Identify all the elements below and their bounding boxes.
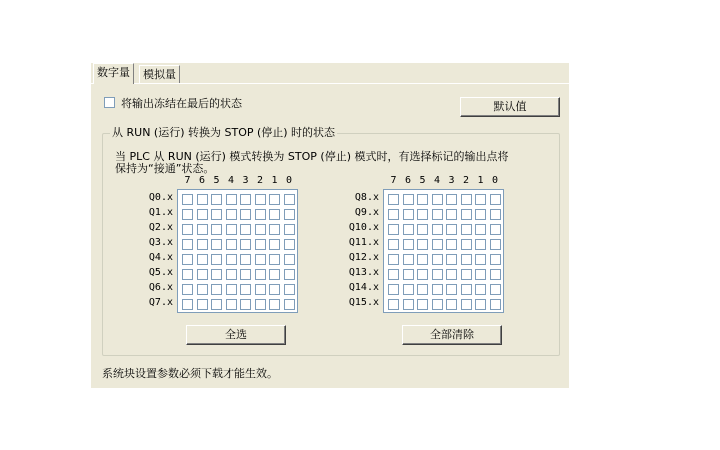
- output-bit-checkbox[interactable]: [490, 194, 501, 205]
- output-bit-checkbox[interactable]: [490, 254, 501, 265]
- left-row-label: Q4.x: [148, 252, 173, 263]
- output-bit-checkbox[interactable]: [432, 299, 443, 310]
- output-bit-checkbox[interactable]: [490, 224, 501, 235]
- output-bit-checkbox[interactable]: [269, 254, 280, 265]
- output-bit-checkbox[interactable]: [269, 209, 280, 220]
- right-row-label: Q15.x: [348, 297, 379, 308]
- output-bit-checkbox[interactable]: [240, 269, 251, 280]
- output-bit-checkbox[interactable]: [446, 254, 457, 265]
- freeze-output-label: 将输出冻结在最后的状态: [121, 97, 242, 110]
- clear-all-button[interactable]: 全部清除: [402, 325, 502, 345]
- output-bit-checkbox[interactable]: [475, 284, 486, 295]
- left-row-label: Q7.x: [148, 297, 173, 308]
- right-row-label: Q8.x: [354, 192, 379, 203]
- output-bit-checkbox[interactable]: [211, 269, 222, 280]
- output-bit-checkbox[interactable]: [211, 209, 222, 220]
- right-bit-header: 6: [404, 175, 412, 186]
- output-bit-checkbox[interactable]: [388, 209, 399, 220]
- output-bit-checkbox[interactable]: [211, 284, 222, 295]
- output-bit-checkbox[interactable]: [417, 269, 428, 280]
- output-bit-checkbox[interactable]: [211, 239, 222, 250]
- output-bit-checkbox[interactable]: [240, 239, 251, 250]
- output-bit-checkbox[interactable]: [461, 209, 472, 220]
- output-bit-checkbox[interactable]: [197, 254, 208, 265]
- output-bit-checkbox[interactable]: [226, 254, 237, 265]
- output-bit-checkbox[interactable]: [403, 254, 414, 265]
- output-bit-checkbox[interactable]: [490, 209, 501, 220]
- output-bit-checkbox[interactable]: [417, 299, 428, 310]
- left-row-label: Q6.x: [148, 282, 173, 293]
- output-bit-checkbox[interactable]: [211, 224, 222, 235]
- output-bit-checkbox[interactable]: [432, 254, 443, 265]
- left-row-label: Q1.x: [148, 207, 173, 218]
- output-bit-checkbox[interactable]: [461, 284, 472, 295]
- output-bit-checkbox[interactable]: [226, 224, 237, 235]
- output-bit-checkbox[interactable]: [255, 239, 266, 250]
- output-bit-checkbox[interactable]: [490, 284, 501, 295]
- output-bit-checkbox[interactable]: [475, 299, 486, 310]
- output-bit-checkbox[interactable]: [211, 299, 222, 310]
- output-bit-checkbox[interactable]: [417, 284, 428, 295]
- output-bit-checkbox[interactable]: [388, 224, 399, 235]
- output-bit-checkbox[interactable]: [475, 209, 486, 220]
- right-row-label: Q9.x: [354, 207, 379, 218]
- output-bit-checkbox[interactable]: [269, 269, 280, 280]
- tab-digital[interactable]: 数字量: [93, 63, 134, 84]
- output-bit-checkbox[interactable]: [461, 224, 472, 235]
- output-bit-checkbox[interactable]: [446, 209, 457, 220]
- output-bit-checkbox[interactable]: [269, 239, 280, 250]
- system-block-panel: [91, 63, 569, 388]
- output-bit-checkbox[interactable]: [284, 239, 295, 250]
- left-output-grid: [177, 189, 298, 313]
- tab-analog[interactable]: 模拟量: [139, 65, 180, 84]
- output-bit-checkbox[interactable]: [403, 224, 414, 235]
- output-bit-checkbox[interactable]: [211, 194, 222, 205]
- output-bit-checkbox[interactable]: [417, 209, 428, 220]
- output-bit-checkbox[interactable]: [388, 239, 399, 250]
- left-row-label: Q2.x: [148, 222, 173, 233]
- output-bit-checkbox[interactable]: [197, 209, 208, 220]
- output-bit-checkbox[interactable]: [284, 254, 295, 265]
- output-bit-checkbox[interactable]: [446, 224, 457, 235]
- output-bit-checkbox[interactable]: [255, 299, 266, 310]
- left-bit-header: 7: [184, 175, 191, 186]
- output-bit-checkbox[interactable]: [182, 194, 193, 205]
- output-bit-checkbox[interactable]: [284, 224, 295, 235]
- output-bit-checkbox[interactable]: [461, 254, 472, 265]
- output-bit-checkbox[interactable]: [417, 224, 428, 235]
- output-bit-checkbox[interactable]: [226, 284, 237, 295]
- output-bit-checkbox[interactable]: [432, 284, 443, 295]
- right-row-label: Q11.x: [348, 237, 379, 248]
- output-bit-checkbox[interactable]: [240, 224, 251, 235]
- output-bit-checkbox[interactable]: [284, 284, 295, 295]
- output-bit-checkbox[interactable]: [417, 194, 428, 205]
- output-bit-checkbox[interactable]: [475, 269, 486, 280]
- footer-note: 系统块设置参数必须下载才能生效。: [102, 367, 278, 380]
- output-bit-checkbox[interactable]: [182, 299, 193, 310]
- output-bit-checkbox[interactable]: [255, 254, 266, 265]
- right-row-label: Q12.x: [348, 252, 379, 263]
- output-bit-checkbox[interactable]: [255, 269, 266, 280]
- output-bit-checkbox[interactable]: [461, 194, 472, 205]
- left-row-label: Q0.x: [148, 192, 173, 203]
- description-line-2: 保持为“接通”状态。: [115, 162, 215, 175]
- output-bit-checkbox[interactable]: [432, 224, 443, 235]
- output-bit-checkbox[interactable]: [475, 194, 486, 205]
- tab-bar: [91, 63, 569, 85]
- output-bit-checkbox[interactable]: [211, 254, 222, 265]
- output-bit-checkbox[interactable]: [417, 239, 428, 250]
- output-bit-checkbox[interactable]: [197, 284, 208, 295]
- left-bit-header: 6: [198, 175, 206, 186]
- output-bit-checkbox[interactable]: [269, 284, 280, 295]
- freeze-output-checkbox[interactable]: [104, 97, 115, 108]
- output-bit-checkbox[interactable]: [197, 299, 208, 310]
- output-bit-checkbox[interactable]: [255, 224, 266, 235]
- output-bit-checkbox[interactable]: [240, 254, 251, 265]
- output-bit-checkbox[interactable]: [240, 194, 251, 205]
- output-bit-checkbox[interactable]: [403, 194, 414, 205]
- output-bit-checkbox[interactable]: [182, 209, 193, 220]
- output-bit-checkbox[interactable]: [182, 254, 193, 265]
- output-bit-checkbox[interactable]: [197, 224, 208, 235]
- output-bit-checkbox[interactable]: [403, 299, 414, 310]
- output-bit-checkbox[interactable]: [388, 299, 399, 310]
- right-bit-header: 0: [491, 175, 499, 186]
- default-button[interactable]: 默认值: [460, 97, 560, 117]
- output-bit-checkbox[interactable]: [255, 284, 266, 295]
- tab-divider: [91, 83, 569, 84]
- output-bit-checkbox[interactable]: [197, 239, 208, 250]
- output-bit-checkbox[interactable]: [255, 209, 266, 220]
- output-bit-checkbox[interactable]: [269, 194, 280, 205]
- output-bit-checkbox[interactable]: [226, 269, 237, 280]
- output-bit-checkbox[interactable]: [432, 209, 443, 220]
- right-row-label: Q10.x: [348, 222, 379, 233]
- output-bit-checkbox[interactable]: [240, 284, 251, 295]
- output-bit-checkbox[interactable]: [432, 269, 443, 280]
- left-row-label: Q3.x: [148, 237, 173, 248]
- output-bit-checkbox[interactable]: [461, 299, 472, 310]
- output-bit-checkbox[interactable]: [475, 224, 486, 235]
- right-bit-header: 5: [419, 175, 426, 186]
- output-bit-checkbox[interactable]: [197, 194, 208, 205]
- right-bit-header: 7: [390, 175, 397, 186]
- right-bit-header: 3: [448, 175, 455, 186]
- right-bit-header: 4: [433, 175, 441, 186]
- right-row-label: Q14.x: [348, 282, 379, 293]
- output-bit-checkbox[interactable]: [388, 284, 399, 295]
- output-bit-checkbox[interactable]: [490, 269, 501, 280]
- output-bit-checkbox[interactable]: [403, 284, 414, 295]
- output-bit-checkbox[interactable]: [403, 269, 414, 280]
- output-bit-checkbox[interactable]: [255, 194, 266, 205]
- right-bit-header: 1: [477, 175, 484, 186]
- left-bit-header: 1: [271, 175, 278, 186]
- select-all-button[interactable]: 全选: [186, 325, 286, 345]
- output-bit-checkbox[interactable]: [403, 239, 414, 250]
- output-bit-checkbox[interactable]: [240, 299, 251, 310]
- output-bit-checkbox[interactable]: [461, 239, 472, 250]
- output-bit-checkbox[interactable]: [284, 194, 295, 205]
- output-bit-checkbox[interactable]: [490, 299, 501, 310]
- output-bit-checkbox[interactable]: [388, 254, 399, 265]
- output-bit-checkbox[interactable]: [490, 239, 501, 250]
- output-bit-checkbox[interactable]: [432, 239, 443, 250]
- left-bit-header: 0: [285, 175, 293, 186]
- output-bit-checkbox[interactable]: [475, 254, 486, 265]
- output-bit-checkbox[interactable]: [182, 269, 193, 280]
- output-bit-checkbox[interactable]: [388, 269, 399, 280]
- output-bit-checkbox[interactable]: [226, 209, 237, 220]
- right-row-label: Q13.x: [348, 267, 379, 278]
- output-bit-checkbox[interactable]: [403, 209, 414, 220]
- output-bit-checkbox[interactable]: [269, 299, 280, 310]
- output-bit-checkbox[interactable]: [226, 299, 237, 310]
- output-bit-checkbox[interactable]: [432, 194, 443, 205]
- output-bit-checkbox[interactable]: [284, 269, 295, 280]
- output-bit-checkbox[interactable]: [226, 194, 237, 205]
- output-bit-checkbox[interactable]: [182, 224, 193, 235]
- output-bit-checkbox[interactable]: [284, 209, 295, 220]
- output-bit-checkbox[interactable]: [284, 299, 295, 310]
- output-bit-checkbox[interactable]: [240, 209, 251, 220]
- output-bit-checkbox[interactable]: [226, 239, 237, 250]
- output-bit-checkbox[interactable]: [182, 239, 193, 250]
- output-bit-checkbox[interactable]: [182, 284, 193, 295]
- output-bit-checkbox[interactable]: [446, 239, 457, 250]
- group-title: 从 RUN (运行) 转换为 STOP (停止) 时的状态: [112, 126, 336, 139]
- output-bit-checkbox[interactable]: [446, 194, 457, 205]
- description-line-1: 当 PLC 从 RUN (运行) 模式转换为 STOP (停止) 模式时，有选择标记的输出点将: [115, 150, 509, 163]
- output-bit-checkbox[interactable]: [269, 224, 280, 235]
- output-bit-checkbox[interactable]: [446, 284, 457, 295]
- output-bit-checkbox[interactable]: [197, 269, 208, 280]
- output-bit-checkbox[interactable]: [461, 269, 472, 280]
- output-bit-checkbox[interactable]: [388, 194, 399, 205]
- left-bit-header: 5: [213, 175, 220, 186]
- right-bit-header: 2: [462, 175, 470, 186]
- right-output-grid: [383, 189, 504, 313]
- left-bit-header: 2: [256, 175, 264, 186]
- left-bit-header: 4: [227, 175, 235, 186]
- left-bit-header: 3: [242, 175, 249, 186]
- left-row-label: Q5.x: [148, 267, 173, 278]
- output-bit-checkbox[interactable]: [446, 299, 457, 310]
- output-bit-checkbox[interactable]: [446, 269, 457, 280]
- output-bit-checkbox[interactable]: [417, 254, 428, 265]
- output-bit-checkbox[interactable]: [475, 239, 486, 250]
